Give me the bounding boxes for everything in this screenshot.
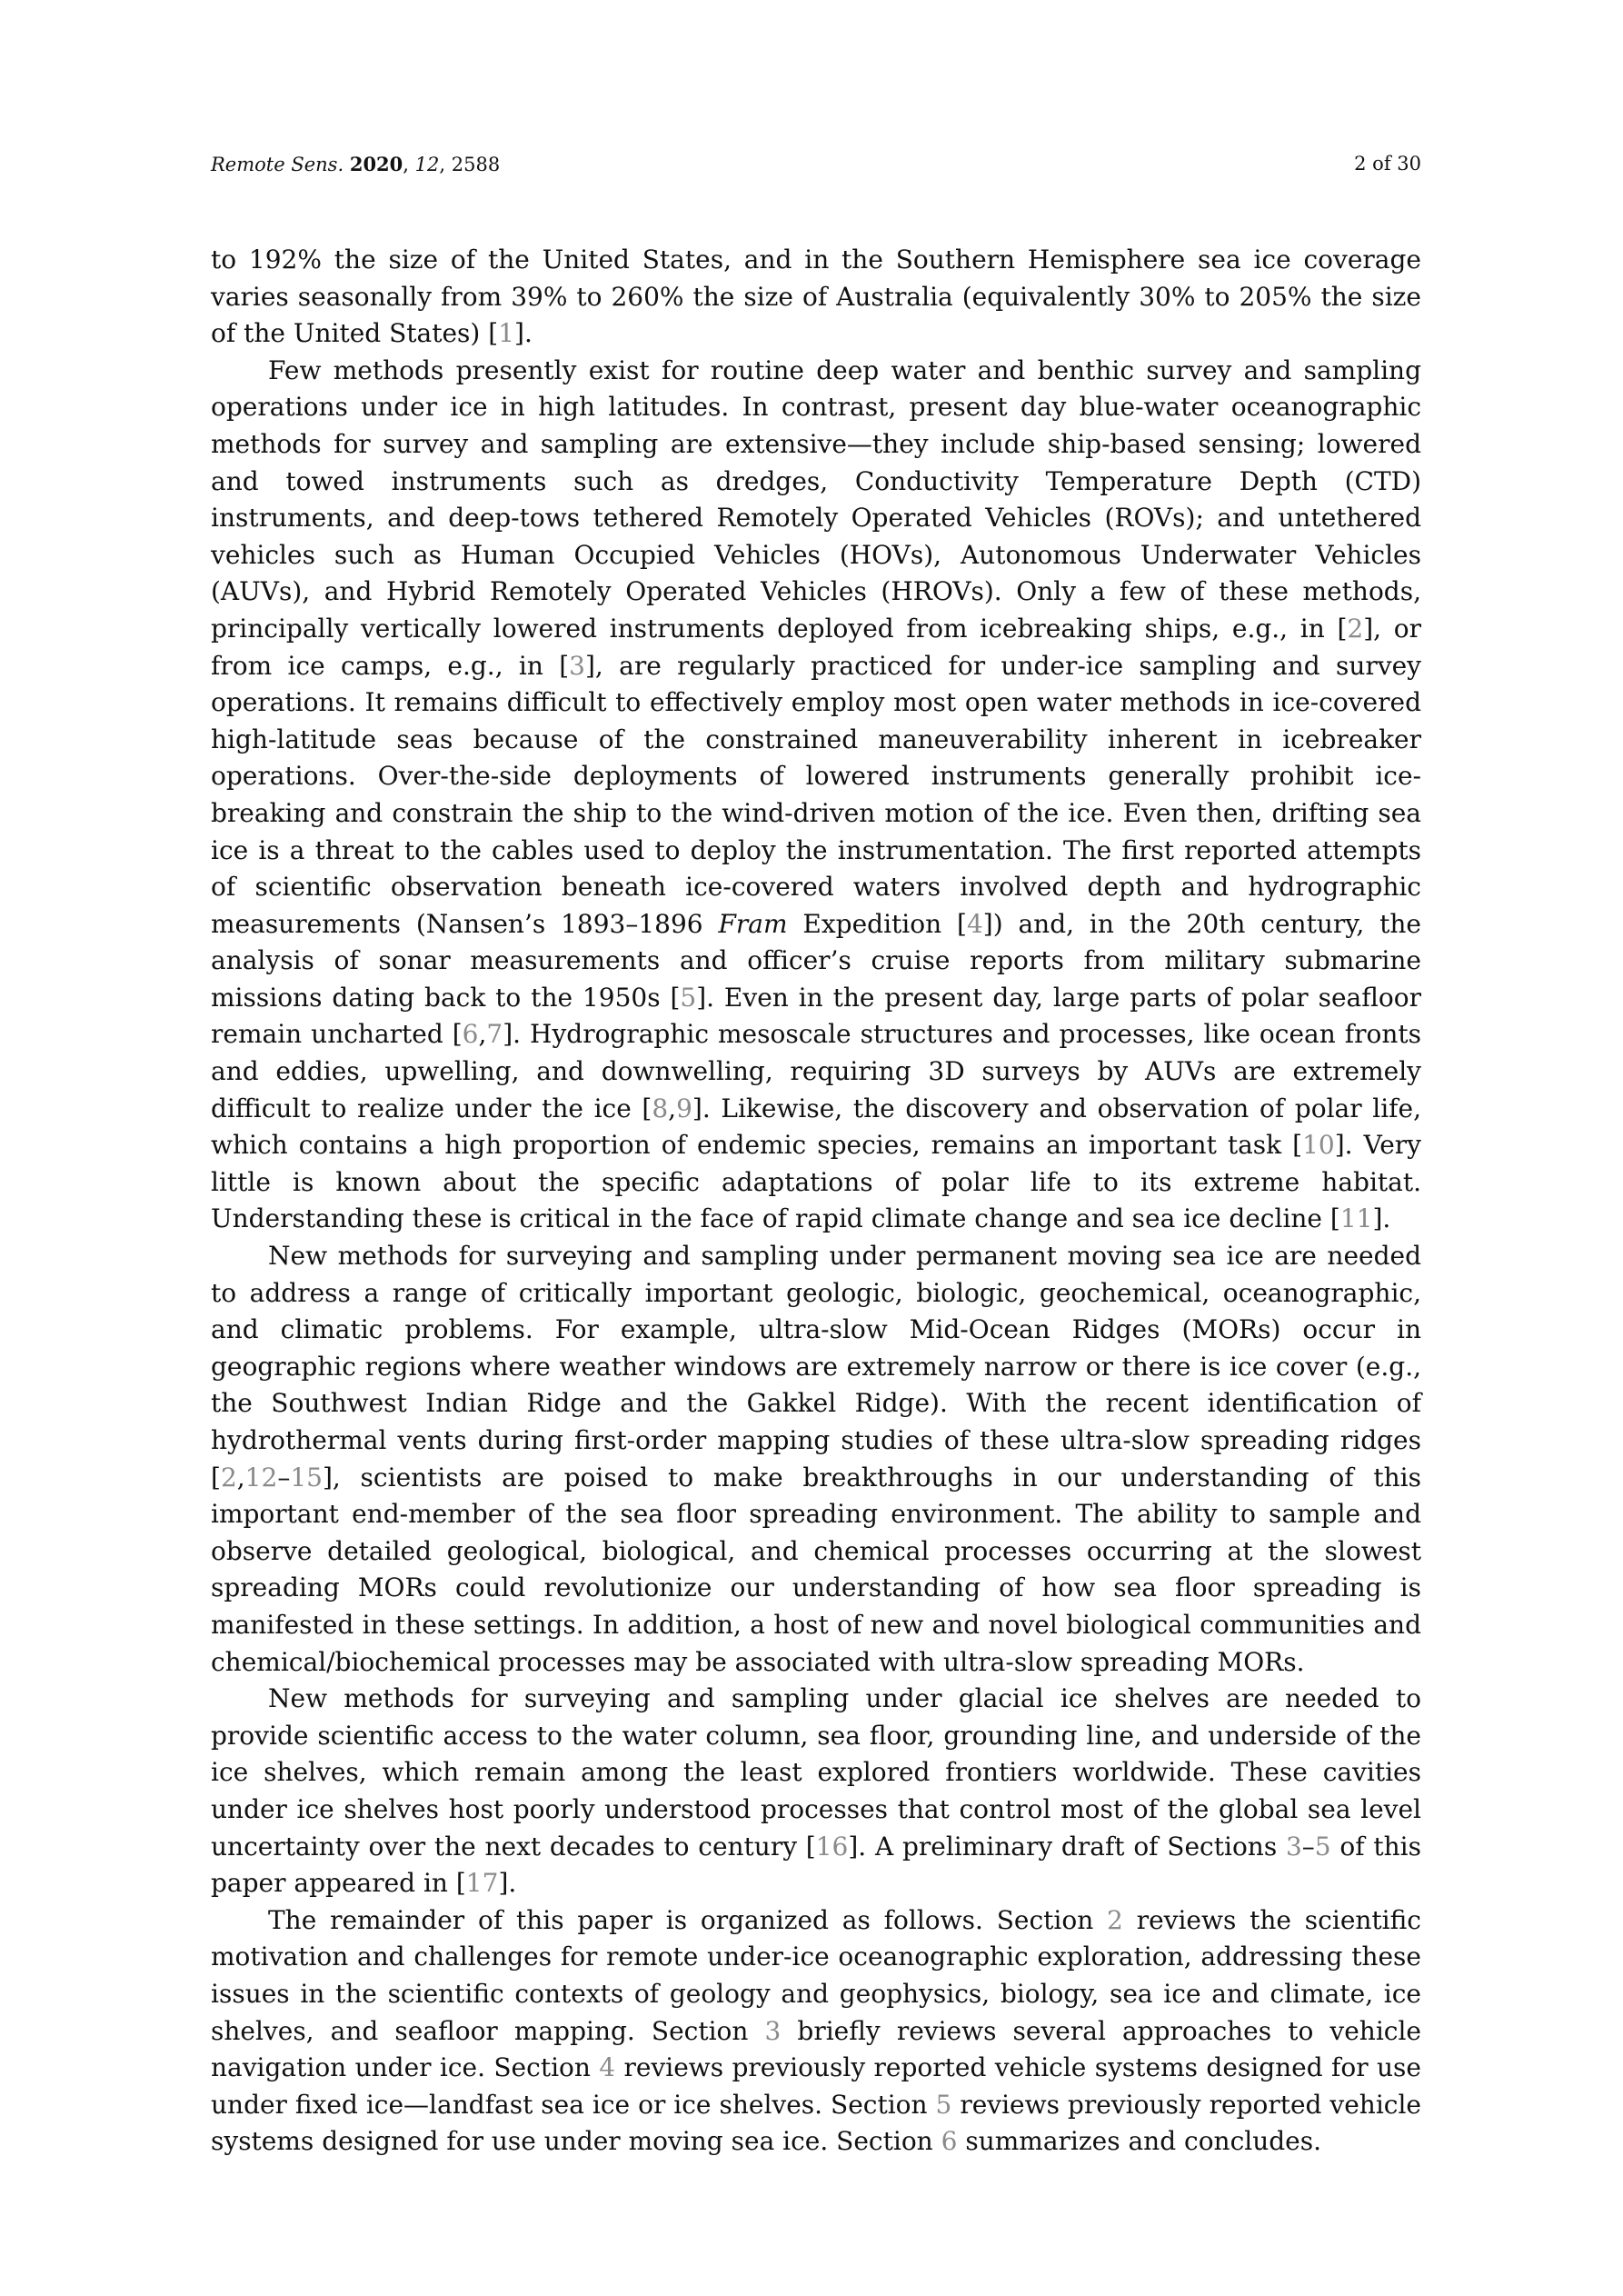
citation-link[interactable]: 3 [569,650,585,681]
journal-name: Remote Sens. [211,154,344,175]
body-paragraph [211,1902,1421,2161]
citation-link[interactable]: 5 [935,2089,952,2120]
paragraph-text: to 192% the size of the United States, and in the Southern Hemisphere sea ice coverage varies seasonally from 39% to 260% the size of Australia (equivalently 30% to 205% the size of the United States) [ [211,245,1421,349]
body-paragraph [211,1681,1421,1902]
paragraph-text: reviews the scientific motivation and challenges for remote under-ice oceanographic exploration, addressing these issues in the scientific contexts of geology and geophysics, biology, sea ice and climate, ice shelves, and seafloor mapping. Section [211,1904,1421,2046]
paragraph-text: of this paper appeared in [ [211,1831,1421,1899]
citation-link[interactable]: 2 [220,1462,237,1492]
citation-link[interactable]: 6 [941,2126,958,2157]
paragraph-text: ]. [514,318,533,349]
paragraph-text: reviews previously reported vehicle systems designed for use under moving sea ice. Section [211,2089,1422,2157]
citation-link[interactable]: 3 [764,2015,782,2046]
body-paragraph [211,242,1421,353]
paragraph-text: , [236,1462,245,1492]
journal-volume: 12 [414,154,440,175]
paragraph-text: New methods for surveying and sampling under permanent moving sea ice are needed to address a range of critically important geologic, biologic, geochemical, oceanographic, and climatic problems. For example, ultra-slow Mid-Ocean Ridges (MORs) occur in geographic regions where weather windows are extremely narrow or there is ice cover (e.g., the Southwest Indian Ridge and the Gakkel Ridge). With the recent identification of hydrothermal vents during first-order mapping studies of these ultra-slow spreading ridges [ [211,1241,1421,1492]
paragraph-text: Expedition [ [787,908,967,939]
paragraph-text: , [668,1093,677,1123]
paragraph-text: , [478,1019,487,1050]
paragraph-text: – [277,1462,291,1492]
paragraph-text: ]. [498,1868,517,1899]
citation-link[interactable]: 8 [652,1093,669,1123]
paragraph-text: ]. Hydrographic mesoscale structures and processes, like ocean fronts and eddies, upwelling, and downwelling, requiring 3D surveys by AUVs are extremely difficult to realize under the ice [ [211,1019,1421,1123]
paragraph-text: reviews previously reported vehicle systems designed for use under fixed ice—landfast sea ice or ice shelves. Section [211,2052,1421,2120]
paragraph-text: Few methods presently exist for routine deep water and benthic survey and sampling operations under ice in high latitudes. In contrast, present day blue-water oceanographic methods for survey and sampling are extensive—they include ship-based sensing; lowered and towed instruments such as dredges, Conductivity Temperature Depth (CTD) instruments, and deep-tows tethered Remotely Operated Vehicles (ROVs); and untethered vehicles such as Human Occupied Vehicles (HOVs), Autonomous Underwater Vehicles (AUVs), and Hybrid Remotely Operated Vehicles (HROVs). Only a few of these methods, principally vertically lowered instruments deployed from icebreaking ships, e.g., in [ [211,354,1421,644]
article-number: 2588 [451,154,501,175]
citation-link[interactable]: 16 [815,1831,849,1862]
journal-year: 2020 [349,153,403,175]
citation-link[interactable]: 6 [462,1019,479,1050]
paragraph-text: ], are regularly practiced for under-ice sampling and survey operations. It remains difficult to effectively employ most open water methods in ice-covered high-latitude seas because of the constrained maneuverability inherent in icebreaker operations. Over-the-side deployments of lowered instruments generally prohibit ice-breaking and constrain the ship to the wind-driven motion of the ice. Even then, drifting sea ice is a threat to the cables used to deploy the instrumentation. The first reported attempts of scientific observation beneath ice-covered waters involved depth and hydrographic measurements (Nansen’s 1893–1896 [211,650,1422,939]
paragraph-text: New methods for surveying and sampling under glacial ice shelves are needed to provide scientific access to the water column, sea floor, grounding line, and underside of the ice shelves, which remain among the least explored frontiers worldwide. These cavities under ice shelves host poorly understood processes that control most of the global sea level uncertainty over the next decades to century [ [211,1683,1421,1862]
paragraph-text: briefly reviews several approaches to vehicle navigation under ice. Section [211,2015,1421,2083]
paragraph-text: The remainder of this paper is organized as follows. Section [268,1904,1108,1935]
paragraph-text: – [1301,1831,1315,1862]
citation-link[interactable]: 2 [1107,1904,1123,1935]
italic-text: Fram [718,908,788,939]
citation-link[interactable]: 4 [966,908,983,939]
paragraph-text: ]) and, in the 20th century, the analysis of sonar measurements and officer’s cruise reports from military submarine missions dating back to the 1950s [ [211,908,1421,1013]
citation-link[interactable]: 7 [486,1019,503,1050]
paragraph-text: ]. Even in the present day, large parts of polar seafloor remain uncharted [ [211,982,1421,1050]
citation-link[interactable]: 3 [1285,1831,1302,1862]
citation-line: Remote Sens. 2020, 12, 2588 [211,153,501,175]
citation-link[interactable]: 5 [1314,1831,1331,1862]
citation-link[interactable]: 15 [290,1462,323,1492]
body-paragraph [211,1238,1421,1681]
paragraph-text: ], or from ice camps, e.g., in [ [211,613,1421,681]
paragraph-text: ]. Likewise, the discovery and observation of polar life, which contains a high proportion of endemic species, remains an important task [ [211,1093,1421,1161]
citation-link[interactable]: 17 [465,1868,499,1899]
citation-link[interactable]: 9 [676,1093,692,1123]
citation-link[interactable]: 10 [1302,1130,1335,1161]
citation-link[interactable]: 12 [244,1462,278,1492]
body-paragraph [211,353,1421,1238]
paragraph-text: ]. Very little is known about the specific adaptations of polar life to its extreme habitat. Understanding these is critical in the face of rapid climate change and sea ice decline [ [211,1130,1422,1234]
paragraph-text: ]. A preliminary draft of Sections [848,1831,1286,1862]
citation-link[interactable]: 2 [1347,613,1364,644]
citation-link[interactable]: 4 [599,2052,616,2083]
citation-link[interactable]: 11 [1339,1203,1373,1234]
article-body [211,242,1421,2161]
paragraph-text: ]. [1372,1203,1391,1234]
paragraph-text: summarizes and concludes. [957,2126,1322,2157]
citation-link[interactable]: 5 [680,982,697,1013]
citation-link[interactable]: 1 [498,318,515,349]
page-number: 2 of 30 [1354,153,1421,175]
running-header [211,153,1421,189]
paragraph-text: ], scientists are poised to make breakthroughs in our understanding of this important end-member of the sea floor spreading environment. The ability to sample and observe detailed geological, biological, and chemical processes occurring at the slowest spreading MORs could revolutionize our understanding of how sea floor spreading is manifested in these settings. In addition, a host of new and novel biological communities and chemical/biochemical processes may be associated with ultra-slow spreading MORs. [211,1462,1421,1677]
